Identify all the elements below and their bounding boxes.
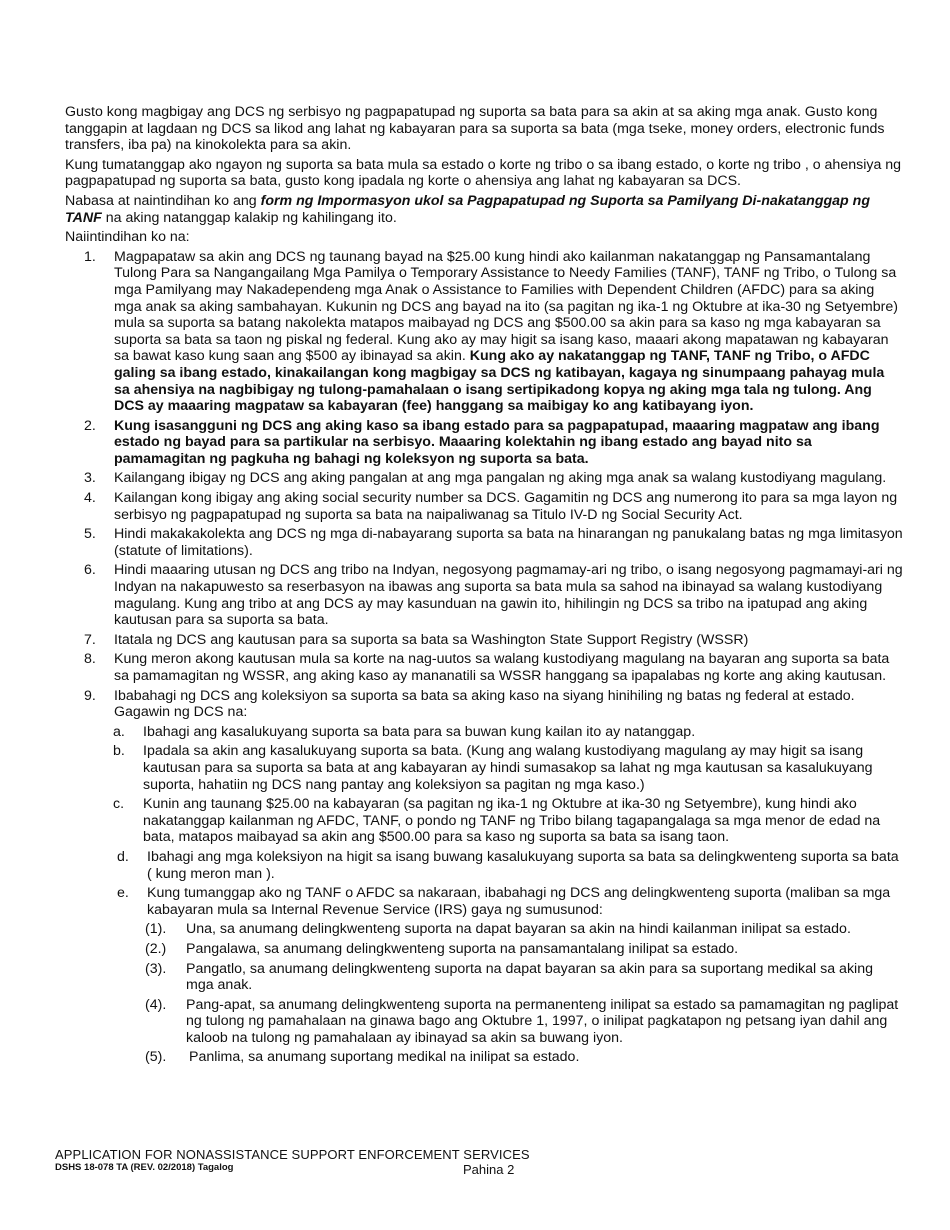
intro-paragraph-2: Kung tumatanggap ako ngayon ng suporta sa bata mula sa estado o korte ng tribo o sa ibang estado, o korte ng tribo , o ahensiya ng pagpapatupad ng suporta sa bata, gusto kong ipadala ng korte o ahensiya ang lahat ng kabayaran sa DCS. [65,156,902,190]
item-text: Kailangang ibigay ng DCS ang aking pangalan at ang mga pangalan ng aking mga anak sa walang kustodiyang magulang. [114,470,887,487]
item-number: 6. [84,562,96,579]
sublist-item [65,724,903,741]
item-bold-text: Kung ako ay nakatanggap ng TANF, TANF ng Tribo, o AFDC galing sa ibang estado, kinakailangan kong magbigay sa DCS ng katibayan, kagaya ng sinumpaang pahayag mula sa ahensiya na nagbibigay ng tulong-pamahalaan o isang sertipikadong kopya ng aking mga tala ng tulong. Ang DCS ay maaaring magpataw sa kabayaran (fee) hanggang sa maibigay ko ang katibayang iyon. [114,348,885,415]
numbered-sub-sublist [147,921,903,1066]
numbered-list [65,249,903,1066]
intro-paragraph-3 [65,193,903,226]
item-text: Kailangan kong ibigay ang aking social security number sa DCS. Gagamitin ng DCS ang numerong ito para sa mga layon ng serbisyo ng pagpapatupad ng suporta sa bata na naipaliwanag sa Titulo IV-D ng Social Security Act. [114,490,898,523]
sublist-text: Ibahagi ang mga koleksiyon na higit sa isang buwang kasalukuyang suporta sa bata sa delingkwenteng suporta sa bata ( kung meron man ). [147,848,899,882]
intro-p3-pre: Nabasa at naintindihan ko ang [65,192,261,209]
sub-sublist-text: Una, sa anumang delingkwenteng suporta na dapat bayaran sa akin na hindi kailanman inilipat sa estado. [186,921,851,938]
sub-sublist-text: Panlima, sa anumang suportang medikal na inilipat sa estado. [189,1049,580,1066]
sub-sublist-text: Pangatlo, sa anumang delingkwenteng suporta na dapat bayaran sa akin para sa suportang medikal sa aking mga anak. [186,960,873,994]
sub-sublist-item [65,921,903,938]
sublist-text: Ibahagi ang kasalukuyang suporta sa bata para sa buwan kung kailan ito ay natanggap. [143,723,696,740]
footer-form-number: DSHS 18-078 TA (REV. 02/2018) Tagalog [55,1162,234,1173]
sublist-text: Kunin ang taunang $25.00 na kabayaran (sa pagitan ng ika-1 ng Oktubre at ika-30 ng Setyembre), kung hindi ako nakatanggap kailanman ng AFDC, TANF, o pondo ng TANF ng Tribo bilang tagapangalaga sa mga menor de edad na bata, matapos maibayad sa akin ang $500.00 para sa kaso ng suporta sa bata sa isang taon. [143,796,881,846]
item-text: Hindi makakakolekta ang DCS ng mga di-nabayarang suporta sa bata na hinarangan ng panukalang batas ng mga limitasyon (statute of limitations). [114,526,903,559]
intro-paragraph-1: Gusto kong magbigay ang DCS ng serbisyo ng pagpapatupad ng suporta sa bata para sa akin at sa aking mga anak. Gusto kong tanggapin at lagdaan ng DCS sa likod ang lahat ng kabayaran para sa suporta sa bata (mga tseke, money orders, electronic funds transfers, iba pa) na kinokolekta para sa akin. [65,104,885,154]
sublist-letter: e. [117,885,129,902]
item-number: 1. [84,248,96,265]
list-item [65,632,903,649]
item-number: 2. [84,417,96,434]
sub-sublist-item [65,1049,903,1066]
sublist-text: Ipadala sa akin ang kasalukuyang suporta sa bata. (Kung ang walang kustodiyang magulang ay may higit sa isang kautusan para sa suporta sa bata at ang kabayaran ay hindi sumasakop sa lahat ng mga kautusan sa kasalukuyang suporta, hahatiin ng DCS nang pantay ang koleksiyon sa pagitan ng mga kaso.) [143,743,873,793]
item-number: 3. [84,470,96,487]
page-number: Pahina 2 [463,1162,515,1177]
list-lead: Naiintindihan ko na: [65,229,190,246]
sublist-item [65,885,903,1066]
sub-sublist-text: Pang-apat, sa anumang delingkwenteng suporta na permanenteng inilipat sa estado sa pamamagitan ng paglipat ng tulong ng pamahalaan na ginawa bago ang Oktubre 1, 1997, o inilipat pagkatapon ng petsang iyan dahil ang kaloob na tulong ng pamahalaan ay ibinayad sa akin sa buwang iyon. [186,996,899,1046]
sublist-item [65,743,903,793]
item-number: 7. [84,631,96,648]
list-item [65,651,903,684]
list-item [65,688,903,1066]
document-body [65,104,903,1069]
item-text: Itatala ng DCS ang kautusan para sa suporta sa bata sa Washington State Support Registry (WSSR) [114,631,749,648]
item-text: Magpapataw sa akin ang DCS ng taunang bayad na $25.00 kung hindi ako kailanman nakatanggap ng Pansamantalang Tulong Para sa Nangangailang Mga Pamilya o Temporary Assistance to Needy Families (TANF), TANF ng Tribo, o Tulong sa mga Pamilyang may Nakadependeng mga Anak o Assistance to Families with Dependent Children (AFDC) para sa aking mga anak sa aking sambahayan. Kukunin ng DCS ang bayad na ito (sa pagitan ng ika-1 ng Oktubre at ika-30 ng Setyembre) mula sa suporta sa batang nakolekta matapos maibayad ng DCS ang $500.00 sa akin para sa kaso ng mga kabayaran sa suporta sa bata sa taon ng piskal ng federal. Kung ako ay may higit sa isang kaso, maaari akong mapatawan ng kabayaran sa bawat kaso kung saan ang $500 ay ibinayad sa akin. [114,248,898,365]
sub-sublist-text: Pangalawa, sa anumang delingkwenteng suporta na pansamantalang inilipat sa estado. [186,940,739,957]
sublist-item [65,849,903,882]
sublist-letter: c. [113,796,125,813]
sublist-letter: b. [113,743,125,760]
item-text: Kung meron akong kautusan mula sa korte na nag-uutos sa walang kustodiyang magulang na bayaran ang suporta sa bata sa pamamagitan ng WSSR, ang aking kaso ay mananatili sa WSSR hanggang sa ipapalabas ng korte ang aking kautusan. [114,651,890,684]
footer-form-title: APPLICATION FOR NONASSISTANCE SUPPORT ENFORCEMENT SERVICES [55,1147,530,1162]
item-number: 5. [84,526,96,543]
list-item [65,490,903,523]
item-number: 8. [84,651,96,668]
sublist-letter: d. [117,848,129,865]
sub-sublist-number: (4). [145,996,167,1013]
item-bold-text: Kung isasangguni ng DCS ang aking kaso sa ibang estado para sa pagpapatupad, maaaring magpataw ang ibang estado ng bayad para sa partikular na serbisyo. Maaaring kolektahin ng ibang estado ang bayad nito sa pamamagitan ng pagkuha ng bahagi ng koleksyon ng suporta sa bata. [114,417,880,467]
sub-sublist-number: (1). [145,921,167,938]
sublist-item [65,796,903,846]
item-number: 4. [84,490,96,507]
intro-p3-post: na aking natanggap kalakip ng kahilingang ito. [101,209,397,226]
list-item [65,249,903,415]
item-text: Hindi maaaring utusan ng DCS ang tribo na Indyan, negosyong pagmamay-ari ng tribo, o isang negosyong pagmamayi-ari ng Indyan na nakapuwesto sa reserbasyon na ibawas ang suporta sa bata mula sa sahod na ibinayad sa walang kustodiyang magulang. Kung ang tribo at ang DCS ay may kasunduan na gawin ito, hihilingin ng DCS sa tribo na ipatupad ang aking kautusan para sa suporta sa bata. [114,562,903,629]
sublist-letter: a. [113,723,125,740]
sub-sublist-number: (5). [145,1049,167,1066]
list-item [65,526,903,559]
lettered-sublist [114,724,903,1066]
sub-sublist-number: (3). [145,960,167,977]
sublist-text: Kung tumanggap ako ng TANF o AFDC sa nakaraan, ibabahagi ng DCS ang delingkwenteng suporta (maliban sa mga kabayaran mula sa Internal Revenue Service (IRS) gaya ng sumusunod: [147,885,891,918]
sub-sublist-number: (2.) [145,940,167,957]
item-text: Ibabahagi ng DCS ang koleksiyon sa suporta sa bata sa aking kaso na siyang hinihiling ng batas ng federal at estado. Gagawin ng DCS na: [114,687,855,721]
sub-sublist-item [65,941,903,958]
sub-sublist-item [65,961,903,994]
page-footer [55,1147,895,1177]
intro-p3-form-title: form ng Impormasyon ukol sa Pagpapatupad ng Suporta sa Pamilyang Di-nakatanggap ng TANF [65,192,870,226]
sub-sublist-item [65,997,903,1047]
list-item [65,562,903,628]
list-item [65,418,903,468]
item-number: 9. [84,687,96,704]
list-item [65,470,903,487]
